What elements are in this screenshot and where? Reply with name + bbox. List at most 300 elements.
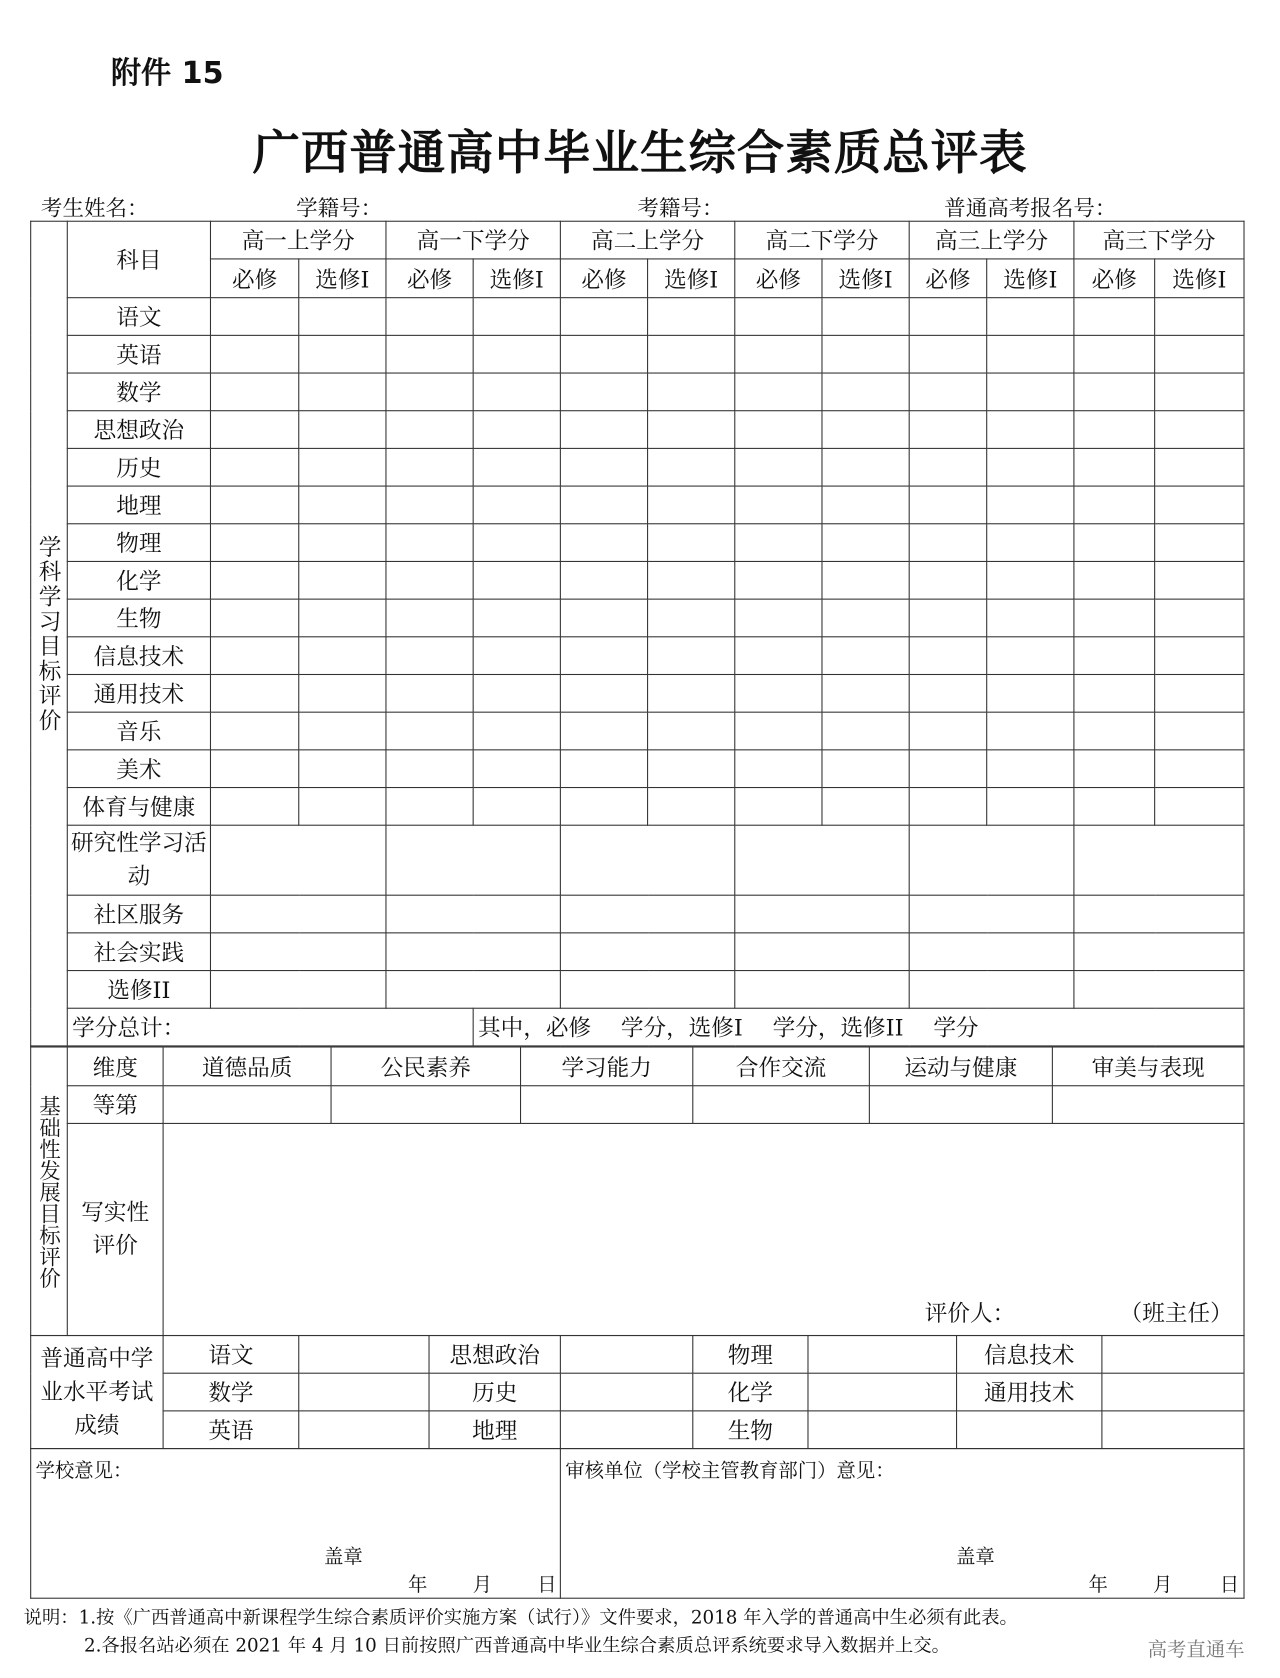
credit-input[interactable]: [909, 335, 987, 373]
credit-input[interactable]: [210, 561, 298, 599]
exam-subject: 通用技术: [957, 1373, 1102, 1411]
grade-input[interactable]: [869, 1086, 1052, 1124]
credit-input[interactable]: [909, 825, 1074, 895]
credit-input[interactable]: [648, 486, 735, 524]
credit-input[interactable]: [735, 448, 822, 486]
subject-name: 音乐: [67, 712, 210, 750]
credit-input[interactable]: [1155, 411, 1244, 449]
credit-input[interactable]: [648, 335, 735, 373]
credit-input[interactable]: [822, 561, 909, 599]
month-label: 月: [472, 1573, 493, 1597]
table-row: [31, 1047, 1244, 1086]
credit-input[interactable]: [560, 674, 647, 712]
credit-input[interactable]: [735, 411, 822, 449]
student-id-label: 学籍号：: [296, 194, 383, 221]
table-row: [31, 1123, 1244, 1335]
credit-input[interactable]: [987, 298, 1074, 336]
credit-input[interactable]: [987, 524, 1074, 562]
credit-input[interactable]: [987, 373, 1074, 411]
credit-input[interactable]: [1155, 524, 1244, 562]
credit-input[interactable]: [473, 298, 560, 336]
term-header: 高三下学分: [1074, 221, 1244, 259]
exam-subject: 地理: [429, 1411, 560, 1449]
score-input[interactable]: [299, 1336, 429, 1374]
credit-input[interactable]: [1074, 448, 1155, 486]
credit-input[interactable]: [1155, 674, 1244, 712]
exam-subject: 信息技术: [957, 1336, 1102, 1374]
credit-input[interactable]: [210, 933, 385, 971]
credit-input[interactable]: [299, 561, 386, 599]
opinions-table: [30, 1448, 1244, 1599]
credit-input[interactable]: [648, 561, 735, 599]
table-row: [31, 712, 1244, 750]
credit-input[interactable]: [987, 411, 1074, 449]
credit-input[interactable]: [473, 712, 560, 750]
credit-input[interactable]: [909, 599, 987, 637]
credit-input[interactable]: [909, 895, 1074, 933]
subject-name: 通用技术: [67, 674, 210, 712]
credit-input[interactable]: [299, 448, 386, 486]
required-header: 必修: [386, 259, 473, 298]
score-input[interactable]: [1102, 1336, 1244, 1374]
credit-input[interactable]: [735, 486, 822, 524]
credit-input[interactable]: [735, 895, 909, 933]
table-row: [31, 895, 1244, 933]
table-row: [31, 411, 1244, 449]
credit-input[interactable]: [648, 524, 735, 562]
credit-input[interactable]: [210, 674, 298, 712]
table-row: [31, 373, 1244, 411]
credit-input[interactable]: [909, 971, 1074, 1009]
credit-input[interactable]: [822, 524, 909, 562]
credit-input[interactable]: [473, 674, 560, 712]
exam-scores-table: [30, 1335, 1244, 1449]
credit-input[interactable]: [822, 712, 909, 750]
day-label: 日: [1219, 1573, 1240, 1597]
term-header: 高一下学分: [386, 221, 560, 259]
credit-input[interactable]: [735, 373, 822, 411]
score-input[interactable]: [808, 1373, 957, 1411]
credit-input[interactable]: [560, 825, 734, 895]
exam-subject: 化学: [693, 1373, 808, 1411]
credit-input[interactable]: [560, 933, 734, 971]
credit-input[interactable]: [210, 637, 298, 675]
credit-input[interactable]: [299, 411, 386, 449]
credit-input[interactable]: [386, 712, 473, 750]
credit-input[interactable]: [210, 895, 385, 933]
credit-input[interactable]: [1155, 448, 1244, 486]
section-label: 普通高中学业水平考试成绩: [31, 1336, 163, 1449]
subject-name: 化学: [67, 561, 210, 599]
credit-input[interactable]: [735, 971, 909, 1009]
credit-input[interactable]: [735, 599, 822, 637]
credit-input[interactable]: [648, 599, 735, 637]
credit-input[interactable]: [560, 637, 647, 675]
credit-input[interactable]: [1074, 599, 1155, 637]
credit-input[interactable]: [987, 674, 1074, 712]
review-opinion-cell[interactable]: [560, 1449, 1244, 1599]
subject-name: 地理: [67, 486, 210, 524]
credit-input[interactable]: [299, 637, 386, 675]
credit-input[interactable]: [560, 599, 647, 637]
credit-input[interactable]: [560, 373, 647, 411]
credit-input[interactable]: [1074, 486, 1155, 524]
credit-input[interactable]: [822, 788, 909, 826]
credit-input[interactable]: [560, 971, 734, 1009]
credit-input[interactable]: [299, 524, 386, 562]
credit-input[interactable]: [473, 486, 560, 524]
credit-input[interactable]: [822, 599, 909, 637]
credit-input[interactable]: [1074, 971, 1244, 1009]
credit-input[interactable]: [1155, 788, 1244, 826]
credit-input[interactable]: [473, 637, 560, 675]
table-row: [31, 259, 1244, 298]
credit-input[interactable]: [1074, 335, 1155, 373]
credit-input[interactable]: [648, 637, 735, 675]
exam-subject: 英语: [163, 1411, 299, 1449]
term-header: 高三上学分: [909, 221, 1074, 259]
empty-cell: [957, 1411, 1102, 1449]
grade-label: 等第: [67, 1086, 163, 1124]
school-opinion-cell[interactable]: [31, 1449, 561, 1599]
credit-input[interactable]: [386, 895, 560, 933]
credit-input[interactable]: [386, 373, 473, 411]
credit-input[interactable]: [473, 335, 560, 373]
credit-input[interactable]: [210, 599, 298, 637]
year-label: 年: [1088, 1573, 1108, 1597]
subject-name: 语文: [67, 298, 210, 336]
credit-input[interactable]: [1074, 411, 1155, 449]
credit-input[interactable]: [822, 373, 909, 411]
grade-input[interactable]: [163, 1086, 331, 1124]
activity-name: 研究性学习活动: [67, 825, 210, 895]
table-row: [31, 825, 1244, 895]
exam-subject: 生物: [693, 1411, 808, 1449]
credit-input[interactable]: [987, 788, 1074, 826]
subject-name: 物理: [67, 524, 210, 562]
watermark: 高考直通车: [1147, 1638, 1245, 1662]
credit-input[interactable]: [386, 750, 473, 788]
credit-input[interactable]: [1155, 486, 1244, 524]
required-header: 必修: [560, 259, 647, 298]
credit-input[interactable]: [1074, 895, 1244, 933]
credit-input[interactable]: [386, 599, 473, 637]
credit-input[interactable]: [909, 411, 987, 449]
credit-input[interactable]: [909, 524, 987, 562]
credit-input[interactable]: [987, 637, 1074, 675]
credit-input[interactable]: [386, 411, 473, 449]
review-opinion-label: 审核单位（学校主管教育部门）意见：: [565, 1459, 895, 1483]
total-credits-label: 学分总计：: [67, 1008, 473, 1046]
exam-subject: 语文: [163, 1336, 299, 1374]
credit-input[interactable]: [909, 373, 987, 411]
credit-input[interactable]: [560, 788, 647, 826]
credit-input[interactable]: [386, 674, 473, 712]
credit-input[interactable]: [299, 599, 386, 637]
credit-input[interactable]: [210, 298, 298, 336]
credit-input[interactable]: [299, 298, 386, 336]
section-label: [31, 221, 68, 1046]
credit-input[interactable]: [1155, 712, 1244, 750]
credit-input[interactable]: [1074, 674, 1155, 712]
credit-input[interactable]: [735, 825, 909, 895]
credit-input[interactable]: [299, 674, 386, 712]
credit-input[interactable]: [560, 895, 734, 933]
credit-input[interactable]: [909, 486, 987, 524]
basic-development-table: [30, 1046, 1244, 1336]
credit-input[interactable]: [473, 599, 560, 637]
credit-input[interactable]: [735, 712, 822, 750]
credit-input[interactable]: [210, 825, 385, 895]
score-input[interactable]: [808, 1336, 957, 1374]
credit-input[interactable]: [473, 411, 560, 449]
credit-input[interactable]: [987, 750, 1074, 788]
credit-input[interactable]: [386, 486, 473, 524]
credit-input[interactable]: [909, 448, 987, 486]
grade-input[interactable]: [331, 1086, 520, 1124]
dimension-label: 维度: [67, 1047, 163, 1086]
credit-input[interactable]: [210, 335, 298, 373]
table-row: [31, 750, 1244, 788]
credit-input[interactable]: [1155, 750, 1244, 788]
credit-input[interactable]: [822, 750, 909, 788]
credit-input[interactable]: [648, 674, 735, 712]
credit-input[interactable]: [822, 335, 909, 373]
grade-input[interactable]: [1052, 1086, 1244, 1124]
elective-header: 选修Ⅰ: [299, 259, 386, 298]
credit-input[interactable]: [735, 298, 822, 336]
credit-input[interactable]: [386, 335, 473, 373]
elective-header: 选修Ⅰ: [473, 259, 560, 298]
credit-input[interactable]: [560, 750, 647, 788]
credit-input[interactable]: [299, 750, 386, 788]
term-header: 高一上学分: [210, 221, 385, 259]
activity-name: 选修II: [67, 971, 210, 1009]
credit-input[interactable]: [987, 712, 1074, 750]
credit-input[interactable]: [822, 411, 909, 449]
credit-input[interactable]: [648, 411, 735, 449]
exam-subject: 思想政治: [429, 1336, 560, 1374]
table-row: [31, 221, 1244, 259]
credit-input[interactable]: [909, 788, 987, 826]
credit-input[interactable]: [210, 373, 298, 411]
section-label-text: 学科学习目标评价: [36, 534, 62, 733]
table-row: [31, 561, 1244, 599]
score-input[interactable]: [1102, 1411, 1244, 1449]
credit-input[interactable]: [987, 599, 1074, 637]
dimension-name: 审美与表现: [1052, 1047, 1244, 1086]
credit-input[interactable]: [386, 448, 473, 486]
table-row: [31, 1336, 1244, 1374]
day-label: 日: [537, 1573, 557, 1597]
credit-input[interactable]: [822, 674, 909, 712]
elective-header: 选修Ⅰ: [1155, 259, 1244, 298]
credit-input[interactable]: [1074, 825, 1244, 895]
credit-input[interactable]: [648, 448, 735, 486]
grade-input[interactable]: [693, 1086, 870, 1124]
dimension-name: 合作交流: [693, 1047, 870, 1086]
credit-input[interactable]: [299, 486, 386, 524]
score-input[interactable]: [560, 1336, 692, 1374]
credit-input[interactable]: [386, 788, 473, 826]
credit-input[interactable]: [648, 712, 735, 750]
exam-subject: 物理: [693, 1336, 808, 1374]
credit-input[interactable]: [909, 712, 987, 750]
year-label: 年: [408, 1573, 428, 1597]
credit-input[interactable]: [473, 524, 560, 562]
credit-input[interactable]: [987, 561, 1074, 599]
activity-name: 社区服务: [67, 895, 210, 933]
credit-input[interactable]: [735, 788, 822, 826]
credit-input[interactable]: [210, 448, 298, 486]
exam-subject: 历史: [429, 1373, 560, 1411]
table-row: [31, 1373, 1244, 1411]
credit-input[interactable]: [560, 335, 647, 373]
credit-input[interactable]: [560, 524, 647, 562]
credit-input[interactable]: [210, 788, 298, 826]
credit-input[interactable]: [210, 750, 298, 788]
credit-input[interactable]: [1074, 373, 1155, 411]
form-title: 广西普通高中毕业生综合素质总评表: [252, 125, 1028, 181]
credit-input[interactable]: [987, 448, 1074, 486]
credit-input[interactable]: [1155, 599, 1244, 637]
table-row: [31, 335, 1244, 373]
grade-input[interactable]: [521, 1086, 693, 1124]
credit-input[interactable]: [473, 788, 560, 826]
credit-input[interactable]: [473, 750, 560, 788]
credit-input[interactable]: [1074, 933, 1244, 971]
credit-input[interactable]: [1155, 637, 1244, 675]
credit-input[interactable]: [822, 486, 909, 524]
credit-input[interactable]: [1074, 788, 1155, 826]
score-input[interactable]: [560, 1373, 692, 1411]
credit-input[interactable]: [1074, 298, 1155, 336]
credit-input[interactable]: [735, 637, 822, 675]
credit-input[interactable]: [822, 448, 909, 486]
table-row: [31, 1008, 1244, 1046]
score-input[interactable]: [1102, 1373, 1244, 1411]
credit-input[interactable]: [560, 486, 647, 524]
table-row: [31, 524, 1244, 562]
required-header: 必修: [1074, 259, 1155, 298]
credit-input[interactable]: [386, 637, 473, 675]
dimension-name: 学习能力: [521, 1047, 693, 1086]
evaluator-role: （班主任）: [1119, 1300, 1233, 1327]
credit-input[interactable]: [909, 674, 987, 712]
table-row: [31, 933, 1244, 971]
credit-input[interactable]: [386, 561, 473, 599]
credit-input[interactable]: [560, 298, 647, 336]
credit-input[interactable]: [386, 933, 560, 971]
credit-input[interactable]: [735, 933, 909, 971]
table-row: [31, 448, 1244, 486]
credit-input[interactable]: [210, 524, 298, 562]
total-credits-detail[interactable]: 其中，必修 学分，选修Ⅰ 学分，选修II 学分: [473, 1008, 1244, 1046]
note-1: 说明：1.按《广西普通高中新课程学生综合素质评价实施方案（试行）》文件要求，2018 年入学的普通高中生必须有此表。: [23, 1607, 1018, 1629]
credit-input[interactable]: [210, 411, 298, 449]
subject-name: 英语: [67, 335, 210, 373]
credit-input[interactable]: [735, 674, 822, 712]
section-label-text: 基础性发展目标评价: [35, 1094, 62, 1289]
credit-input[interactable]: [1074, 712, 1155, 750]
credit-input[interactable]: [386, 971, 560, 1009]
credit-input[interactable]: [648, 750, 735, 788]
credit-input[interactable]: [648, 298, 735, 336]
narrative-label: 写实性评价: [67, 1123, 163, 1335]
score-input[interactable]: [299, 1411, 429, 1449]
credit-input[interactable]: [987, 486, 1074, 524]
credit-input[interactable]: [909, 750, 987, 788]
credit-input[interactable]: [1155, 298, 1244, 336]
credit-input[interactable]: [648, 788, 735, 826]
credit-input[interactable]: [386, 524, 473, 562]
credit-input[interactable]: [1155, 335, 1244, 373]
month-label: 月: [1153, 1573, 1173, 1597]
credit-input[interactable]: [299, 335, 386, 373]
credit-input[interactable]: [735, 561, 822, 599]
credit-input[interactable]: [560, 712, 647, 750]
score-input[interactable]: [560, 1411, 692, 1449]
evaluator-label: 评价人：: [924, 1300, 1016, 1327]
table-row: [31, 674, 1244, 712]
credit-input[interactable]: [210, 712, 298, 750]
credit-input[interactable]: [1074, 561, 1155, 599]
exam-id-label: 考籍号：: [637, 194, 724, 221]
credit-input[interactable]: [299, 788, 386, 826]
credit-input[interactable]: [648, 373, 735, 411]
narrative-input[interactable]: [163, 1123, 1244, 1335]
section-label: [31, 1047, 68, 1336]
score-input[interactable]: [808, 1411, 957, 1449]
credit-input[interactable]: [560, 411, 647, 449]
credit-input[interactable]: [735, 750, 822, 788]
dimension-name: 道德品质: [163, 1047, 331, 1086]
credit-input[interactable]: [909, 637, 987, 675]
table-row: [31, 298, 1244, 336]
credit-input[interactable]: [1074, 750, 1155, 788]
credit-input[interactable]: [1074, 637, 1155, 675]
note-2: 2.各报名站必须在 2021 年 4 月 10 日前按照广西普通高中毕业生综合素质总评系统要求导入数据并上交。: [83, 1635, 950, 1657]
credit-input[interactable]: [909, 298, 987, 336]
credit-input[interactable]: [1074, 524, 1155, 562]
seal-label: 盖章: [956, 1545, 995, 1569]
credit-input[interactable]: [1155, 373, 1244, 411]
credit-input[interactable]: [386, 298, 473, 336]
credit-input[interactable]: [909, 561, 987, 599]
credit-input[interactable]: [735, 335, 822, 373]
credit-input[interactable]: [386, 825, 560, 895]
credit-input[interactable]: [473, 448, 560, 486]
credit-input[interactable]: [822, 637, 909, 675]
subject-credits-table: [30, 221, 1244, 1047]
subject-name: 历史: [67, 448, 210, 486]
credit-input[interactable]: [735, 524, 822, 562]
score-input[interactable]: [299, 1373, 429, 1411]
credit-input[interactable]: [473, 561, 560, 599]
credit-input[interactable]: [822, 298, 909, 336]
credit-input[interactable]: [560, 448, 647, 486]
required-header: 必修: [909, 259, 987, 298]
credit-input[interactable]: [987, 335, 1074, 373]
credit-input[interactable]: [210, 971, 385, 1009]
credit-input[interactable]: [210, 486, 298, 524]
credit-input[interactable]: [299, 373, 386, 411]
credit-input[interactable]: [909, 933, 1074, 971]
credit-input[interactable]: [473, 373, 560, 411]
credit-input[interactable]: [560, 561, 647, 599]
credit-input[interactable]: [299, 712, 386, 750]
credit-input[interactable]: [1155, 561, 1244, 599]
